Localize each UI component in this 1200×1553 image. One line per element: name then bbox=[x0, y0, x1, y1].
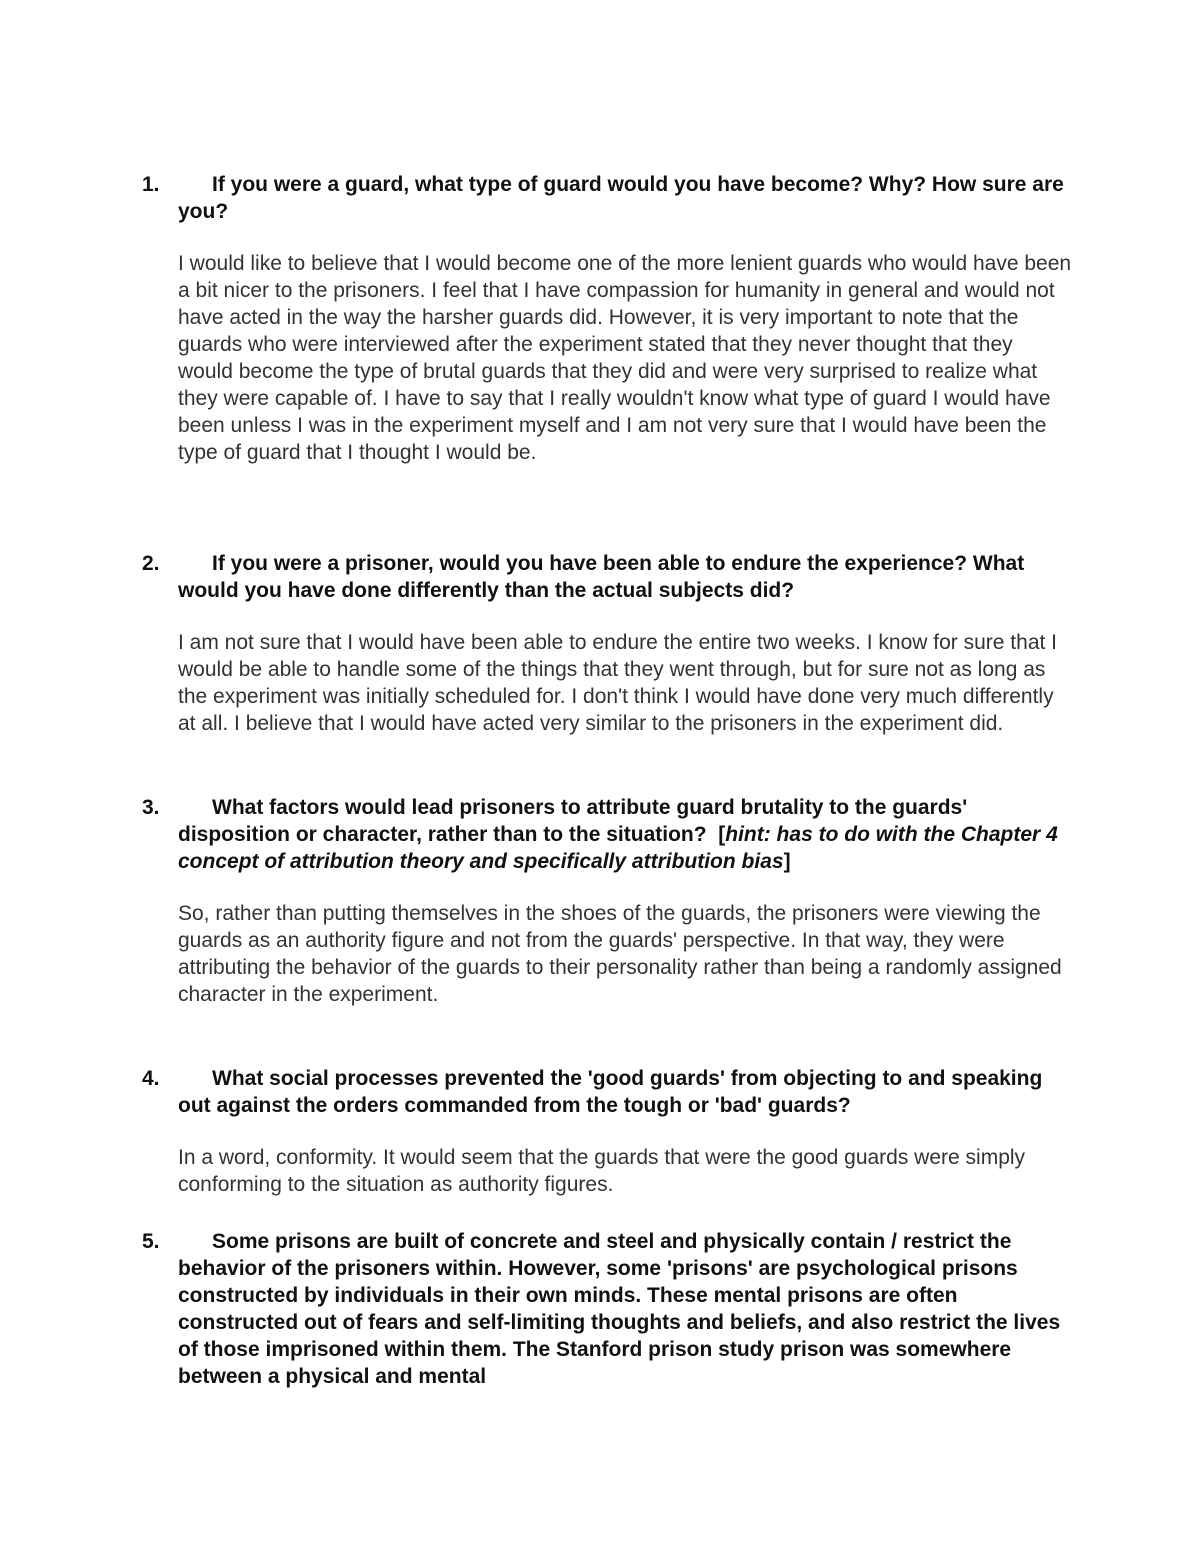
question-5-text: Some prisons are built of concrete and steel and physically contain / restrict the behavior of the prisoners within. However, some 'prisons' are psychological prisons constructed by individuals in their own minds. These mental prisons are often constructed out of fears and self-limiting thoughts and beliefs, and also restrict the lives of those imprisoned within them. The Stanford prison study prison was somewhere between a physical and mental bbox=[178, 1230, 1061, 1388]
question-2 bbox=[142, 550, 1072, 737]
question-3-text: What factors would lead prisoners to attribute guard brutality to the guards' disposition or character, rather than to the situation? bbox=[178, 796, 968, 846]
question-4-text: What social processes prevented the 'good guards' from objecting to and speaking out against the orders commanded from the tough or 'bad' guards? bbox=[178, 1067, 1043, 1117]
question-3-heading bbox=[142, 794, 1072, 875]
answer-4-text: In a word, conformity. It would seem that the guards that were the good guards were simply conforming to the situation as authority figures. bbox=[178, 1146, 1026, 1196]
question-2-heading bbox=[142, 550, 1072, 604]
question-2-number: 2. bbox=[142, 552, 160, 575]
question-1-number: 1. bbox=[142, 173, 160, 196]
question-3 bbox=[142, 794, 1072, 1008]
answer-1-text: I would like to believe that I would become one of the more lenient guards who would have been a bit nicer to the prisoners. I feel that I have compassion for humanity in general and would not have acted in the way the harsher guards did. However, it is very important to note that the guards who were interviewed after the experiment stated that they never thought that they would become the type of brutal guards that they did and were very surprised to realize what they were capable of. I have to say that I really wouldn't know what type of guard I would have been unless I was in the experiment myself and I am not very sure that I would have been the type of guard that I thought I would be. bbox=[178, 252, 1072, 464]
question-5-number: 5. bbox=[142, 1230, 160, 1253]
question-3-number: 3. bbox=[142, 796, 160, 819]
question-4-heading bbox=[142, 1065, 1072, 1119]
question-4-number: 4. bbox=[142, 1067, 160, 1090]
question-1-text: If you were a guard, what type of guard would you have become? Why? How sure are you? bbox=[178, 173, 1064, 223]
question-3-text-wrapper bbox=[178, 794, 1072, 875]
question-3-hint: hint: has to do with the Chapter 4 concept of attribution theory and specifically attribution bias bbox=[178, 823, 1058, 873]
question-4 bbox=[142, 1065, 1072, 1198]
question-3-hint-open: [ bbox=[718, 823, 726, 846]
question-1-heading bbox=[142, 171, 1072, 225]
question-2-text: If you were a prisoner, would you have been able to endure the experience? What would you have done differently than the actual subjects did? bbox=[178, 552, 1025, 602]
question-5-heading bbox=[142, 1228, 1072, 1390]
question-3-hint-close: ] bbox=[783, 850, 791, 873]
answer-2-text: I am not sure that I would have been able to endure the entire two weeks. I know for sure that I would be able to handle some of the things that they went through, but for sure not as long as the experiment was initially scheduled for. I don't think I would have done very much differently at all. I believe that I would have acted very similar to the prisoners in the experiment did. bbox=[178, 631, 1058, 735]
question-5 bbox=[142, 1228, 1072, 1390]
question-1 bbox=[142, 171, 1072, 466]
answer-3-text: So, rather than putting themselves in the shoes of the guards, the prisoners were viewing the guards as an authority figure and not from the guards' perspective. In that way, they were attributing the behavior of the guards to their personality rather than being a randomly assigned character in the experiment. bbox=[178, 902, 1062, 1006]
